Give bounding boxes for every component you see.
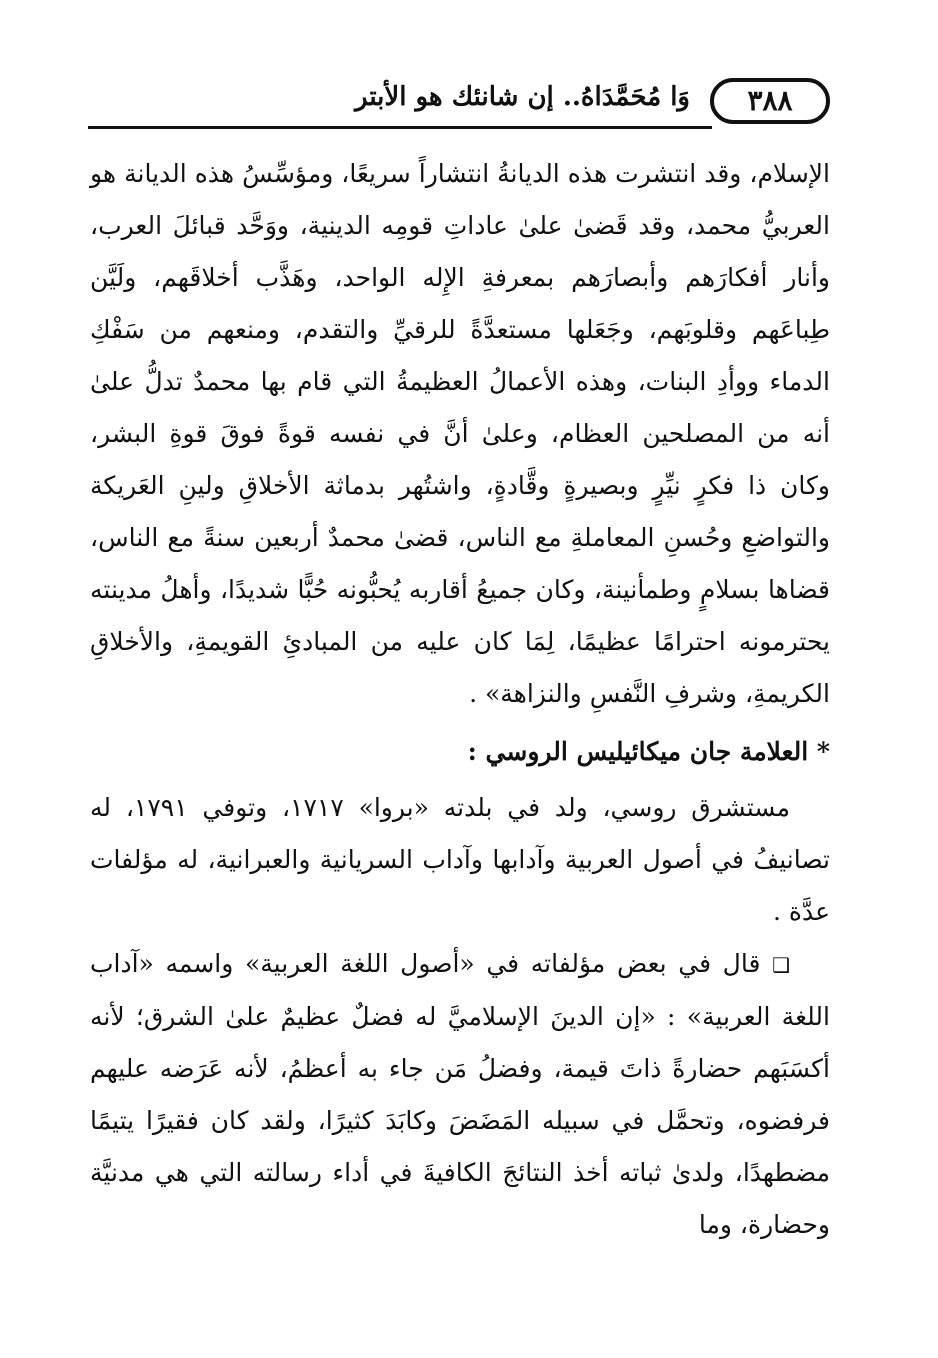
paragraph-quote [90, 938, 830, 1251]
page-body [90, 148, 830, 1251]
paragraph-quote-continuation: الإسلام، وقد انتشرت هذه الديانةُ انتشاراً سريعًا، ومؤسِّسُ هذه الديانة هو العربيُّ محمد، وقد قَضىٰ علىٰ عاداتِ قومِه الدينية، ووَحَّد قبائلَ العرب، وأنار أفكارَهم وأبصارَهم بمعرفةِ الإِله الواحد، وهَذَّب أخلاقَهم، ولَيَّن طِباعَهم وقلوبَهم، وجَعَلها مستعدَّةً للرقيِّ والتقدم، ومنعهم من سَفْكِ الدماء ووأدِ البنات، وهذه الأعمالُ العظيمةُ التي قام بها محمدٌ تدلُّ علىٰ أنه من المصلحين العظام، وعلىٰ أنَّ في نفسه قوةً فوقَ قوةِ البشر، وكان ذا فكرٍ نيِّرٍ وبصيرةٍ وقَّادةٍ، واشتُهر بدماثة الأخلاقِ ولينِ العَريكة والتواضعِ وحُسنِ المعاملةِ مع الناس، قضىٰ محمدٌ أربعين سنةً مع الناس، قضاها بسلامٍ وطمأنينة، وكان جميعُ أقاربه يُحبُّونه حُبًّا شديدًا، وأهلُ مدينته يحترمونه احترامًا عظيمًا، لِمَا كان عليه من المبادئِ القويمةِ، والأخلاقِ الكريمةِ، وشرفِ النَّفسِ والنزاهة» . [90, 159, 830, 708]
paragraph-quote-text: قال في بعض مؤلفاته في «أصول اللغة العربية» واسمه «آداب اللغة العربية» : «إن الدينَ الإسلاميَّ له فضلٌ عظيمٌ علىٰ الشرق؛ لأنه أكسَبَهم حضارةً ذاتَ قيمة، وفضلُ مَن جاء به أعظمُ، لأنه عَرَضه عليهم فرفضوه، وتحمَّل في سبيله المَضَضَ وكابَدَ كثيرًا، ولقد كان فقيرًا يتيمًا مضطهدًا، ولدىٰ ثباته أخذ النتائجَ الكافيةَ في أداء رسالته التي هي مدنيَّة وحضارة، وما [90, 949, 830, 1239]
paragraph-biography: مستشرق روسي، ولد في بلدته «بروا» ١٧١٧، وتوفي ١٧٩١، له تصانيفُ في أصول العربية وآدابها وآداب السريانية والعبرانية، له مؤلفات عدَّة . [90, 793, 830, 926]
page-number-badge: ٣٨٨ [710, 78, 830, 124]
section-heading [90, 726, 830, 778]
page-header [88, 68, 830, 130]
header-divider [88, 126, 712, 129]
running-title: وَا مُحَمَّدَاهُ.. إن شانئك هو الأبتر [354, 82, 690, 112]
asterisk-bullet-icon: * [816, 737, 830, 766]
heading-text: العلامة جان ميكائيليس الروسي : [467, 737, 809, 766]
box-bullet-icon: ❑ [772, 953, 790, 977]
